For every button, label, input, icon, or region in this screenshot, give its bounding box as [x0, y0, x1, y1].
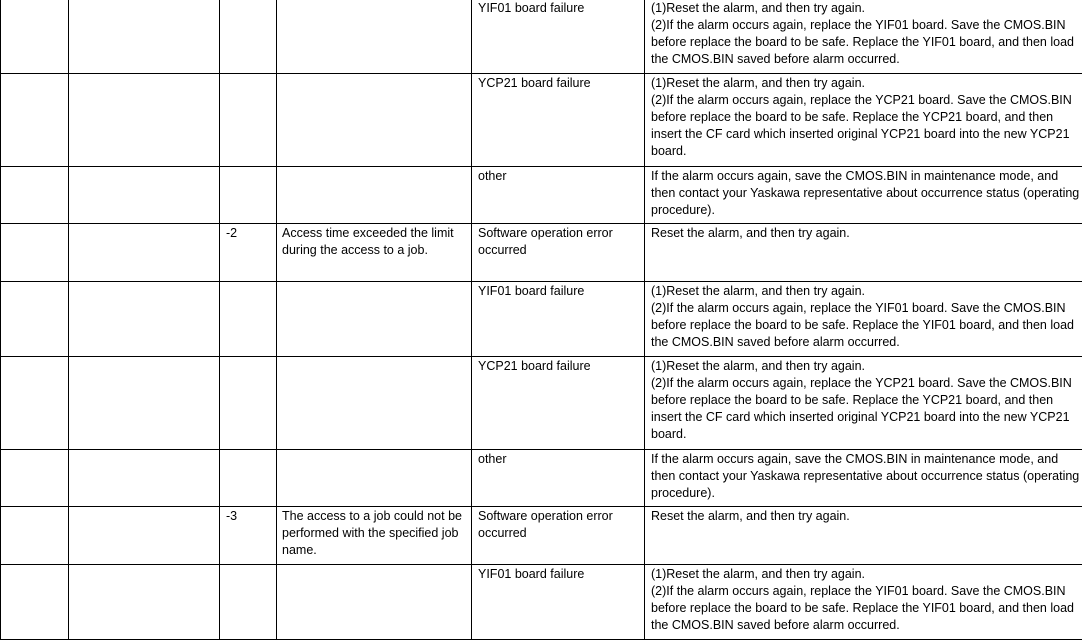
table-row [1, 450, 1082, 507]
remedy-cell: Reset the alarm, and then try again. [645, 507, 1082, 565]
table-row [1, 0, 1082, 74]
table-row [1, 507, 1082, 565]
remedy-cell: Reset the alarm, and then try again. [645, 224, 1082, 282]
cause-cell: YCP21 board failure [472, 74, 645, 167]
table-row [1, 357, 1082, 450]
table-row [1, 565, 1082, 640]
subcode-cell [220, 167, 277, 224]
subcode-cell: -3 [220, 507, 277, 565]
alarm-name-cell [69, 507, 220, 565]
cause-cell: other [472, 450, 645, 507]
subcode-cell [220, 565, 277, 640]
meaning-cell [277, 282, 472, 357]
subcode-cell: -2 [220, 224, 277, 282]
meaning-cell: The access to a job could not be performed with the specified job name. [277, 507, 472, 565]
alarm-name-cell [69, 565, 220, 640]
table-row [1, 224, 1082, 282]
remedy-cell: (1)Reset the alarm, and then try again. (2)If the alarm occurs again, replace the YCP21 board. Save the CMOS.BIN before replace the board to be safe. Replace the YCP21 board, and then insert the CF card which inserted original YCP21 board into the new YCP21 board. [645, 357, 1082, 450]
meaning-cell [277, 167, 472, 224]
meaning-cell: Access time exceeded the limit during the access to a job. [277, 224, 472, 282]
meaning-cell [277, 450, 472, 507]
alarm-number-cell [1, 0, 69, 74]
meaning-cell [277, 0, 472, 74]
alarm-number-cell [1, 74, 69, 167]
remedy-cell: If the alarm occurs again, save the CMOS.BIN in maintenance mode, and then contact your Yaskawa representative about occurrence status (operating procedure). [645, 450, 1082, 507]
subcode-cell [220, 450, 277, 507]
alarm-name-cell [69, 357, 220, 450]
meaning-cell [277, 565, 472, 640]
alarm-number-cell [1, 450, 69, 507]
cause-cell: YIF01 board failure [472, 0, 645, 74]
subcode-cell [220, 74, 277, 167]
cause-cell: Software operation error occurred [472, 507, 645, 565]
subcode-cell [220, 282, 277, 357]
alarm-name-cell [69, 0, 220, 74]
remedy-cell: If the alarm occurs again, save the CMOS.BIN in maintenance mode, and then contact your Yaskawa representative about occurrence status (operating procedure). [645, 167, 1082, 224]
table-row [1, 167, 1082, 224]
remedy-cell: (1)Reset the alarm, and then try again. (2)If the alarm occurs again, replace the YIF01 board. Save the CMOS.BIN before replace the board to be safe. Replace the YIF01 board, and then load the CMOS.BIN saved before alarm occurred. [645, 565, 1082, 640]
cause-cell: YCP21 board failure [472, 357, 645, 450]
alarm-number-cell [1, 357, 69, 450]
cause-cell: YIF01 board failure [472, 565, 645, 640]
table-row [1, 282, 1082, 357]
alarm-name-cell [69, 224, 220, 282]
table-row [1, 74, 1082, 167]
alarm-name-cell [69, 74, 220, 167]
alarm-number-cell [1, 565, 69, 640]
cause-cell: Software operation error occurred [472, 224, 645, 282]
alarm-number-cell [1, 224, 69, 282]
alarm-number-cell [1, 507, 69, 565]
alarm-number-cell [1, 167, 69, 224]
meaning-cell [277, 357, 472, 450]
subcode-cell [220, 357, 277, 450]
cause-cell: YIF01 board failure [472, 282, 645, 357]
alarm-name-cell [69, 167, 220, 224]
cause-cell: other [472, 167, 645, 224]
remedy-cell: (1)Reset the alarm, and then try again. (2)If the alarm occurs again, replace the YIF01 board. Save the CMOS.BIN before replace the board to be safe. Replace the YIF01 board, and then load the CMOS.BIN saved before alarm occurred. [645, 282, 1082, 357]
remedy-cell: (1)Reset the alarm, and then try again. (2)If the alarm occurs again, replace the YIF01 board. Save the CMOS.BIN before replace the board to be safe. Replace the YIF01 board, and then load the CMOS.BIN saved before alarm occurred. [645, 0, 1082, 74]
meaning-cell [277, 74, 472, 167]
alarm-number-cell [1, 282, 69, 357]
remedy-cell: (1)Reset the alarm, and then try again. (2)If the alarm occurs again, replace the YCP21 board. Save the CMOS.BIN before replace the board to be safe. Replace the YCP21 board, and then insert the CF card which inserted original YCP21 board into the new YCP21 board. [645, 74, 1082, 167]
alarm-name-cell [69, 450, 220, 507]
subcode-cell [220, 0, 277, 74]
alarm-name-cell [69, 282, 220, 357]
